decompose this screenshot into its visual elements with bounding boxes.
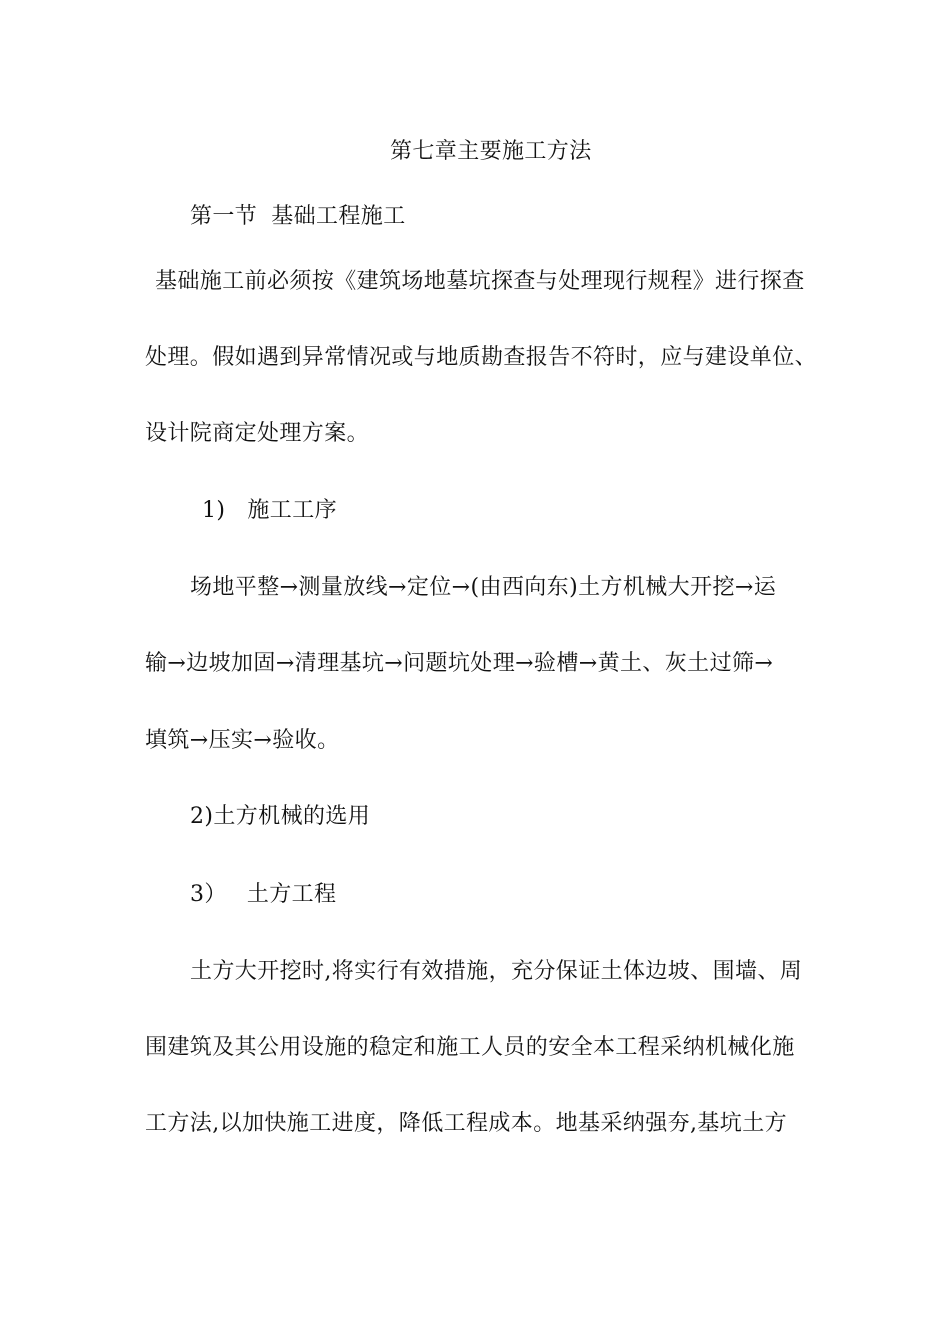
- list-item-2: 2)土方机械的选用: [190, 804, 371, 829]
- list-item-3-text: 土方工程: [246, 882, 337, 907]
- list-item-1-number: 1): [202, 498, 226, 523]
- list-item-1-text: 施工工序: [247, 498, 337, 523]
- list-item-3-number: 3）: [190, 882, 227, 907]
- section-heading: [190, 203, 406, 231]
- paragraph2-line2: 输→边坡加固→清理基坑→问题坑处理→验槽→黄土、灰土过筛→: [145, 651, 774, 676]
- section-heading-prefix: 第一节: [190, 204, 258, 229]
- paragraph3-line2: 围建筑及其公用设施的稳定和施工人员的安全本工程采纳机械化施: [145, 1035, 795, 1060]
- list-item-3: [190, 881, 336, 909]
- paragraph3-line1: 土方大开挖时,将实行有效措施，充分保证土体边坡、围墙、周: [190, 959, 803, 984]
- paragraph1-line2: 处理。假如遇到异常情况或与地质勘查报告不符时，应与建设单位、: [145, 345, 818, 370]
- paragraph2-line3: 填筑→压实→验收。: [145, 728, 340, 753]
- section-heading-text: 基础工程施工: [271, 204, 406, 229]
- paragraph1-line3: 设计院商定处理方案。: [145, 421, 370, 446]
- paragraph3-line3: 工方法,以加快施工进度，降低工程成本。地基采纳强夯,基坑土方: [145, 1111, 787, 1136]
- chapter-title: 第七章主要施工方法: [390, 139, 592, 164]
- list-item-1: [202, 497, 337, 525]
- paragraph2-line1: 场地平整→测量放线→定位→(由西向东)土方机械大开挖→运: [190, 575, 777, 600]
- paragraph1-line1: 基础施工前必须按《建筑场地墓坑探查与处理现行规程》进行探查: [155, 269, 805, 294]
